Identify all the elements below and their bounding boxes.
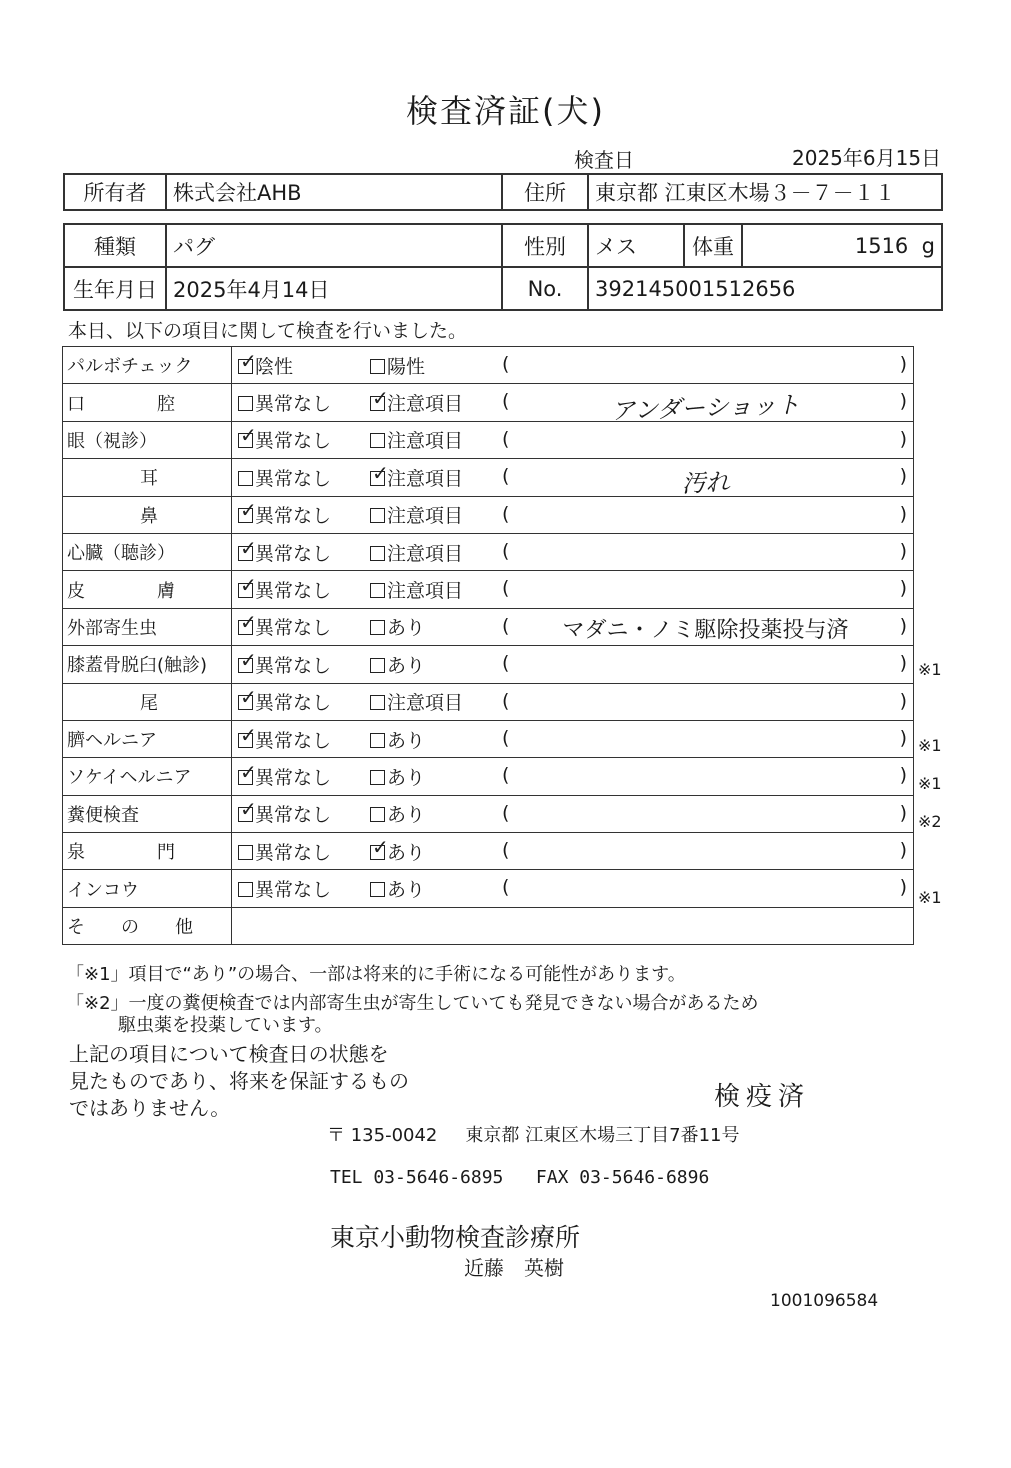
option-label: あり bbox=[387, 617, 426, 640]
dob-label: 生年月日 bbox=[64, 267, 166, 310]
checkbox[interactable] bbox=[370, 695, 385, 710]
checkbox[interactable] bbox=[238, 359, 253, 374]
option-abnormal bbox=[370, 608, 498, 645]
paren-open: ( bbox=[502, 876, 510, 899]
note-cell bbox=[498, 459, 914, 496]
checkbox[interactable] bbox=[370, 471, 385, 486]
note-cell bbox=[498, 608, 914, 645]
check-item-label: 膝蓋骨脱臼(触診) bbox=[63, 646, 232, 683]
checkbox[interactable] bbox=[238, 695, 253, 710]
pet-table bbox=[63, 223, 943, 311]
checkbox[interactable] bbox=[238, 396, 253, 411]
check-row bbox=[63, 646, 914, 683]
check-row bbox=[63, 347, 914, 384]
checkbox[interactable] bbox=[238, 583, 253, 598]
contact-line bbox=[330, 1167, 709, 1188]
check-item-label: インコウ bbox=[63, 870, 232, 907]
option-label: 陰性 bbox=[255, 355, 294, 378]
checkbox[interactable] bbox=[238, 546, 253, 561]
check-row bbox=[63, 533, 914, 570]
check-row bbox=[63, 384, 914, 421]
doctor-name: 近藤 英樹 bbox=[464, 1256, 564, 1280]
option-abnormal bbox=[370, 533, 498, 570]
check-row bbox=[63, 683, 914, 720]
breed-value: パグ bbox=[166, 224, 502, 267]
checkbox[interactable] bbox=[238, 845, 253, 860]
exam-date-label: 検査日 bbox=[574, 148, 634, 172]
owner-label: 所有者 bbox=[64, 174, 166, 210]
option-label: 異常なし bbox=[255, 692, 332, 715]
disclaimer-line: ではありません。 bbox=[69, 1096, 231, 1120]
footnote-1: 「※1」項目で“あり”の場合、一部は将来的に手術になる可能性があります。 bbox=[66, 964, 686, 985]
checkbox[interactable] bbox=[370, 433, 385, 448]
checkbox[interactable] bbox=[238, 882, 253, 897]
note-cell bbox=[498, 347, 914, 384]
checkbox[interactable] bbox=[370, 508, 385, 523]
paren-close: ) bbox=[899, 577, 907, 600]
paren-close: ) bbox=[899, 502, 907, 525]
paren-close: ) bbox=[899, 427, 907, 450]
option-label: 注意項目 bbox=[387, 692, 464, 715]
note-cell bbox=[498, 421, 914, 458]
paren-close: ) bbox=[899, 801, 907, 824]
option-abnormal bbox=[370, 833, 498, 870]
fax-number: FAX 03-5646-6896 bbox=[535, 1167, 710, 1188]
check-row bbox=[63, 421, 914, 458]
check-item-label: 臍ヘルニア bbox=[63, 720, 232, 757]
paren-close: ) bbox=[899, 726, 907, 749]
option-normal bbox=[232, 384, 371, 421]
paren-open: ( bbox=[502, 465, 510, 488]
option-normal bbox=[232, 646, 371, 683]
checkbox[interactable] bbox=[370, 770, 385, 785]
note-cell bbox=[498, 833, 914, 870]
option-label: あり bbox=[387, 841, 426, 864]
footnote-mark: ※1 bbox=[918, 660, 942, 680]
option-abnormal bbox=[370, 496, 498, 533]
option-normal bbox=[232, 533, 371, 570]
option-label: 異常なし bbox=[255, 654, 332, 677]
option-label: 異常なし bbox=[255, 766, 332, 789]
option-abnormal bbox=[370, 720, 498, 757]
check-item-label: パルボチェック bbox=[63, 347, 232, 384]
checkbox[interactable] bbox=[238, 471, 253, 486]
option-label: 注意項目 bbox=[387, 467, 464, 490]
option-label: 注意項目 bbox=[387, 542, 464, 565]
paren-close: ) bbox=[899, 839, 907, 862]
clinic-address bbox=[327, 1121, 767, 1147]
checkbox[interactable] bbox=[238, 620, 253, 635]
check-item-label: 皮 膚 bbox=[63, 571, 232, 608]
document-number: 1001096584 bbox=[770, 1291, 879, 1311]
paren-open: ( bbox=[502, 390, 510, 413]
paren-open: ( bbox=[502, 539, 510, 562]
option-label: あり bbox=[387, 729, 426, 752]
option-label: 注意項目 bbox=[387, 430, 464, 453]
page-title: 検査済証(犬) bbox=[406, 92, 605, 130]
option-abnormal bbox=[370, 646, 498, 683]
checkbox[interactable] bbox=[370, 396, 385, 411]
address-label: 住所 bbox=[502, 174, 588, 210]
option-label: あり bbox=[387, 654, 426, 677]
checkbox[interactable] bbox=[238, 433, 253, 448]
option-label: あり bbox=[387, 804, 426, 827]
quarantine-stamp: 検疫済 bbox=[714, 1082, 811, 1112]
disclaimer-line: 見たものであり、将来を保証するもの bbox=[69, 1069, 409, 1093]
checkbox[interactable] bbox=[238, 770, 253, 785]
option-label: 異常なし bbox=[255, 430, 332, 453]
note-cell bbox=[498, 646, 914, 683]
option-normal bbox=[232, 720, 371, 757]
paren-close: ) bbox=[899, 876, 907, 899]
check-item-label: 耳 bbox=[63, 459, 232, 496]
no-label: No. bbox=[502, 267, 588, 310]
paren-close: ) bbox=[899, 689, 907, 712]
option-normal bbox=[232, 496, 371, 533]
footnote-2: 「※2」一度の糞便検査では内部寄生虫が寄生していても発見できない場合があるため bbox=[66, 993, 759, 1014]
note-cell bbox=[498, 795, 914, 832]
weight-number: 1516 bbox=[854, 233, 909, 258]
option-label: 異常なし bbox=[255, 841, 332, 864]
dob-value: 2025年4月14日 bbox=[166, 267, 502, 310]
note-cell bbox=[498, 758, 914, 795]
check-row bbox=[63, 795, 914, 832]
check-row bbox=[63, 459, 914, 496]
option-abnormal bbox=[370, 347, 498, 384]
footnote-mark: ※1 bbox=[918, 887, 942, 907]
option-normal bbox=[232, 571, 371, 608]
option-abnormal bbox=[370, 758, 498, 795]
option-abnormal bbox=[370, 384, 498, 421]
exam-date: 2025年6月15日 bbox=[792, 146, 942, 170]
footnote-2-continued: 駆虫薬を投薬しています。 bbox=[118, 1015, 333, 1036]
option-label: 異常なし bbox=[255, 467, 332, 490]
clinic-name: 東京小動物検査診療所 bbox=[330, 1223, 581, 1252]
option-abnormal bbox=[370, 459, 498, 496]
paren-close: ) bbox=[899, 353, 907, 375]
paren-close: ) bbox=[899, 539, 907, 562]
note-cell bbox=[498, 496, 914, 533]
option-normal bbox=[232, 459, 371, 496]
other-value bbox=[232, 907, 914, 944]
other-label: そ の 他 bbox=[63, 907, 232, 944]
paren-close: ) bbox=[899, 652, 907, 675]
checkbox[interactable] bbox=[370, 620, 385, 635]
option-label: 異常なし bbox=[255, 617, 332, 640]
note-cell bbox=[498, 683, 914, 720]
paren-close: ) bbox=[899, 764, 907, 787]
intro-text: 本日、以下の項目に関して検査を行いました。 bbox=[68, 320, 468, 342]
check-item-label: ソケイヘルニア bbox=[63, 758, 232, 795]
note-cell bbox=[498, 571, 914, 608]
checkbox[interactable] bbox=[370, 845, 385, 860]
checkbox[interactable] bbox=[370, 733, 385, 748]
sex-label: 性別 bbox=[502, 224, 588, 267]
option-label: 異常なし bbox=[255, 505, 332, 528]
option-abnormal bbox=[370, 795, 498, 832]
option-normal bbox=[232, 758, 371, 795]
note-text: 汚れ bbox=[681, 468, 731, 498]
option-abnormal bbox=[370, 870, 498, 907]
option-label: 異常なし bbox=[255, 804, 332, 827]
option-normal bbox=[232, 683, 371, 720]
paren-close: ) bbox=[899, 390, 907, 413]
paren-open: ( bbox=[502, 577, 510, 600]
disclaimer bbox=[69, 1041, 409, 1122]
check-item-label: 泉 門 bbox=[63, 833, 232, 870]
check-row bbox=[63, 870, 914, 907]
check-item-label: 眼（視診） bbox=[63, 421, 232, 458]
option-abnormal bbox=[370, 421, 498, 458]
note-cell bbox=[498, 870, 914, 907]
option-label: あり bbox=[387, 766, 426, 789]
note-text: マダニ・ノミ駆除投薬投与済 bbox=[562, 617, 849, 643]
option-label: 異常なし bbox=[255, 879, 332, 902]
note-cell bbox=[498, 533, 914, 570]
checkbox[interactable] bbox=[238, 508, 253, 523]
owner-table bbox=[63, 173, 943, 211]
paren-close: ) bbox=[899, 614, 907, 637]
option-label: 異常なし bbox=[255, 542, 332, 565]
checkbox[interactable] bbox=[238, 658, 253, 673]
footnote-mark: ※1 bbox=[918, 736, 942, 755]
checkbox[interactable] bbox=[370, 658, 385, 673]
postal-code: 〒 135-0042 bbox=[327, 1125, 438, 1146]
disclaimer-line: 上記の項目について検査日の状態を bbox=[69, 1042, 389, 1066]
option-label: あり bbox=[387, 879, 426, 902]
paren-open: ( bbox=[502, 839, 510, 862]
option-label: 注意項目 bbox=[387, 393, 464, 416]
option-label: 異常なし bbox=[255, 393, 332, 416]
paren-open: ( bbox=[502, 726, 510, 749]
footnote-mark: ※1 bbox=[918, 773, 942, 793]
option-label: 注意項目 bbox=[387, 505, 464, 528]
option-normal bbox=[232, 608, 371, 645]
paren-close: ) bbox=[899, 465, 907, 488]
paren-open: ( bbox=[502, 427, 510, 450]
street-address: 東京都 江東区木場三丁目7番11号 bbox=[465, 1125, 740, 1146]
option-label: 陽性 bbox=[387, 355, 426, 378]
checkbox[interactable] bbox=[370, 882, 385, 897]
owner-value: 株式会社AHB bbox=[166, 174, 502, 210]
check-row bbox=[63, 833, 914, 870]
check-row bbox=[63, 608, 914, 645]
paren-open: ( bbox=[502, 801, 510, 824]
option-abnormal bbox=[370, 683, 498, 720]
check-row bbox=[63, 496, 914, 533]
check-item-label: 口 腔 bbox=[63, 384, 232, 421]
paren-open: ( bbox=[502, 764, 510, 787]
paren-open: ( bbox=[502, 652, 510, 675]
tel-number: TEL 03-5646-6895 bbox=[330, 1167, 504, 1188]
weight-unit: g bbox=[921, 233, 935, 258]
paren-open: ( bbox=[502, 353, 510, 375]
checkbox[interactable] bbox=[370, 807, 385, 822]
paren-open: ( bbox=[502, 689, 510, 712]
check-row bbox=[63, 758, 914, 795]
check-row bbox=[63, 571, 914, 608]
address-value: 東京都 江東区木場３－７－１１ bbox=[588, 174, 942, 210]
check-item-label: 外部寄生虫 bbox=[63, 608, 232, 645]
option-normal bbox=[232, 833, 371, 870]
option-normal bbox=[232, 347, 371, 384]
note-text: アンダーショット bbox=[610, 391, 801, 426]
checkbox[interactable] bbox=[370, 359, 385, 374]
breed-label: 種類 bbox=[64, 224, 166, 267]
check-row bbox=[63, 720, 914, 757]
option-label: 異常なし bbox=[255, 580, 332, 603]
paren-open: ( bbox=[502, 502, 510, 525]
option-normal bbox=[232, 870, 371, 907]
note-cell bbox=[498, 720, 914, 757]
option-abnormal bbox=[370, 571, 498, 608]
check-item-label: 鼻 bbox=[63, 496, 232, 533]
option-label: 注意項目 bbox=[387, 580, 464, 603]
checkbox[interactable] bbox=[370, 546, 385, 561]
check-item-label: 糞便検査 bbox=[63, 795, 232, 832]
note-cell bbox=[498, 384, 914, 426]
footnote-mark: ※2 bbox=[918, 811, 942, 831]
weight-value bbox=[742, 224, 942, 267]
option-normal bbox=[232, 421, 371, 458]
checkbox[interactable] bbox=[370, 583, 385, 598]
checkbox[interactable] bbox=[238, 733, 253, 748]
check-item-label: 尾 bbox=[63, 683, 232, 720]
option-normal bbox=[232, 795, 371, 832]
sex-value: メス bbox=[588, 224, 684, 267]
check-table bbox=[62, 346, 914, 945]
weight-label: 体重 bbox=[684, 224, 742, 267]
checkbox[interactable] bbox=[238, 807, 253, 822]
no-value: 392145001512656 bbox=[588, 267, 942, 310]
check-item-label: 心臓（聴診） bbox=[63, 533, 232, 570]
paren-open: ( bbox=[502, 614, 510, 637]
option-label: 異常なし bbox=[255, 729, 332, 752]
